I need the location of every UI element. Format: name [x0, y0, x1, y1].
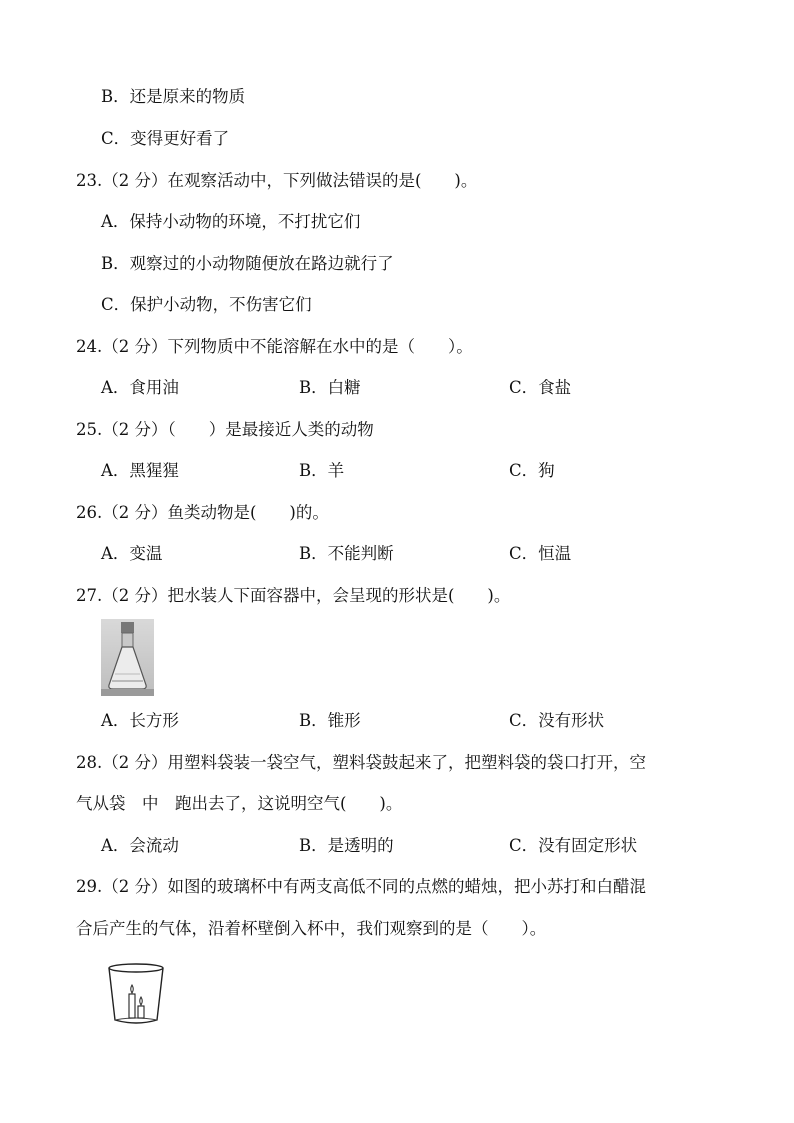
q28-option-b: B．是透明的 — [299, 836, 394, 855]
q23-option-a: A．保持小动物的环境，不打扰它们 — [101, 212, 361, 231]
question-25-stem: 25.（2 分）（ ）是最接近人类的动物 — [76, 420, 374, 439]
q25-option-a: A．黑猩猩 — [101, 461, 179, 480]
question-23-stem: 23.（2 分）在观察活动中，下列做法错误的是( )。 — [76, 171, 478, 190]
q25-option-c: C．狗 — [509, 461, 555, 480]
question-29-stem-line2: 合后产生的气体，沿着杯壁倒入杯中，我们观察到的是（ ）。 — [76, 919, 547, 938]
question-28-stem-line2: 气从袋 中 跑出去了，这说明空气( )。 — [76, 794, 403, 813]
q27-option-a: A．长方形 — [101, 711, 179, 730]
conical-flask-image — [101, 619, 154, 696]
q27-option-b: B．锥形 — [299, 711, 361, 730]
q24-option-a: A．食用油 — [101, 378, 179, 397]
question-24-stem: 24.（2 分）下列物质中不能溶解在水中的是（ ）。 — [76, 337, 473, 356]
q27-option-c: C．没有形状 — [509, 711, 605, 730]
q26-option-a: A．变温 — [101, 544, 163, 563]
q24-option-b: B．白糖 — [299, 378, 361, 397]
q28-option-a: A．会流动 — [101, 836, 179, 855]
question-29-stem-line1: 29.（2 分）如图的玻璃杯中有两支高低不同的点燃的蜡烛，把小苏打和白醋混 — [76, 877, 646, 896]
q24-option-c: C．食盐 — [509, 378, 572, 397]
q25-option-b: B．羊 — [299, 461, 345, 480]
option-b: B．还是原来的物质 — [101, 87, 246, 106]
q28-option-c: C．没有固定形状 — [509, 836, 638, 855]
question-28-stem-line1: 28.（2 分）用塑料袋装一袋空气，塑料袋鼓起来了，把塑料袋的袋口打开，空 — [76, 753, 646, 772]
glass-cup-candles-image — [104, 960, 168, 1026]
q26-option-b: B．不能判断 — [299, 544, 394, 563]
q26-option-c: C．恒温 — [509, 544, 572, 563]
option-c: C．变得更好看了 — [101, 129, 230, 148]
q23-option-b: B．观察过的小动物随便放在路边就行了 — [101, 254, 394, 273]
question-26-stem: 26.（2 分）鱼类动物是( )的。 — [76, 503, 329, 522]
q23-option-c: C．保护小动物，不伤害它们 — [101, 295, 312, 314]
question-27-stem: 27.（2 分）把水装人下面容器中，会呈现的形状是( )。 — [76, 586, 511, 605]
